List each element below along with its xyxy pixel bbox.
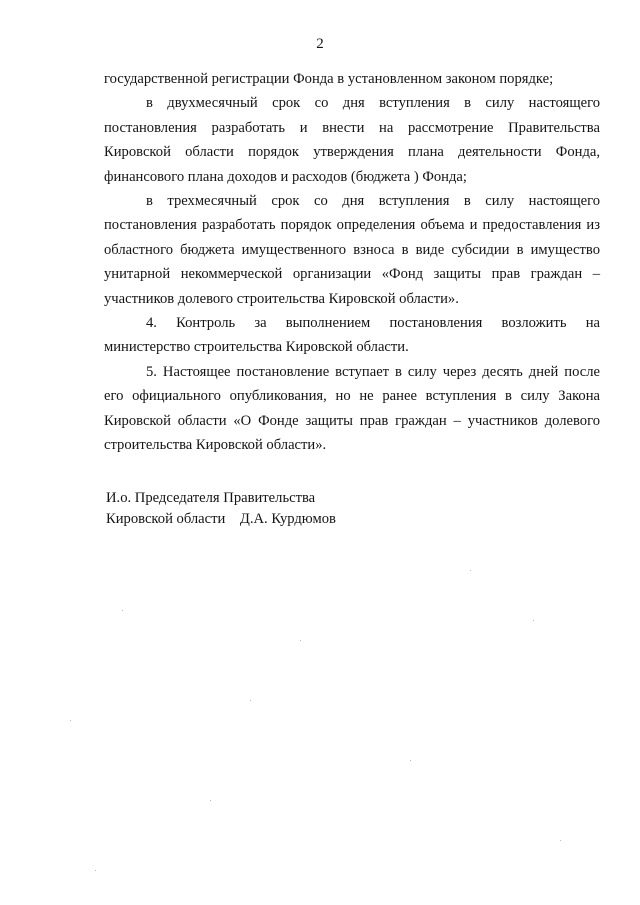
text-line: постановления разработать порядок определения объема и предоставления из: [104, 217, 600, 234]
paragraph-5: [104, 360, 600, 458]
signature-block: [106, 488, 336, 530]
page-number: 2: [316, 36, 324, 52]
text-line: Кировской области «О Фонде защиты прав граждан – участников долевого: [104, 412, 600, 429]
paragraph-3: [104, 189, 600, 311]
paragraph-4: [104, 311, 600, 360]
document-body: [104, 67, 600, 458]
text-line: Кировской области порядок утверждения плана деятельности Фонда,: [104, 144, 600, 161]
text-line: в двухмесячный срок со дня вступления в силу настоящего: [146, 95, 600, 112]
text-line: постановления разработать и внести на рассмотрение Правительства: [104, 119, 600, 136]
text-line: 5. Настоящее постановление вступает в силу через десять дней после: [146, 363, 600, 380]
signatory-title: И.о. Председателя Правительства: [106, 490, 316, 506]
signatory-name: Кировской области Д.А. Курдюмов: [106, 511, 336, 527]
text-line: участников долевого строительства Кировской области».: [104, 290, 459, 307]
paragraph-1: [104, 67, 600, 91]
text-line: министерство строительства Кировской области.: [104, 339, 409, 356]
text-line: государственной регистрации Фонда в установленном законом порядке;: [104, 71, 554, 87]
text-line: финансового плана доходов и расходов (бюджета ) Фонда;: [104, 168, 467, 185]
text-line: его официального опубликования, но не ранее вступления в силу Закона: [104, 388, 600, 405]
text-line: 4. Контроль за выполнением постановления возложить на: [146, 315, 600, 332]
text-line: строительства Кировской области».: [104, 437, 327, 454]
paragraph-2: [104, 91, 600, 189]
text-line: унитарной некоммерческой организации «Фонд защиты прав граждан –: [104, 266, 600, 283]
text-line: в трехмесячный срок со дня вступления в силу настоящего: [146, 193, 600, 210]
text-line: областного бюджета имущественного взноса в виде субсидии в имущество: [104, 241, 600, 258]
